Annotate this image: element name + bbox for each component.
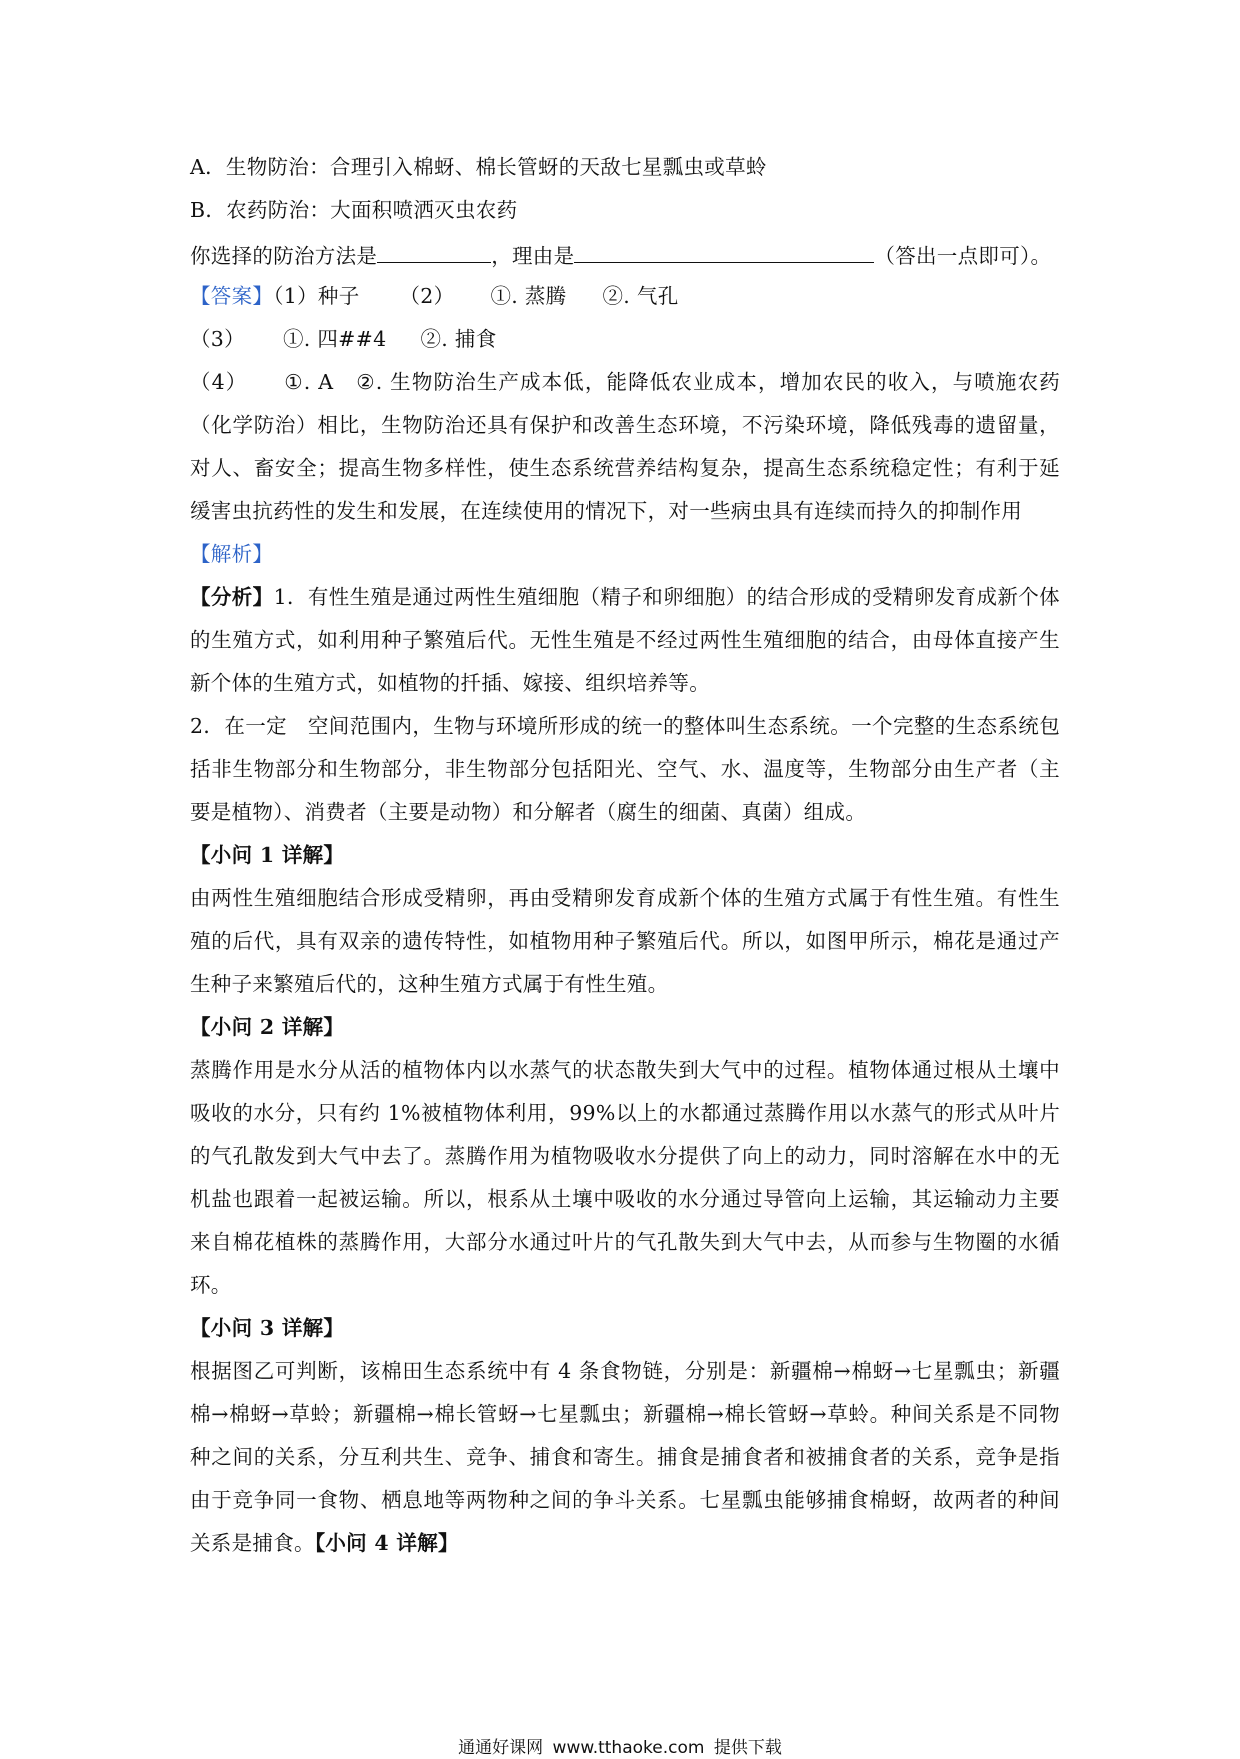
fenxi-label: 【分析】 <box>190 585 274 609</box>
reason-blank <box>574 232 874 263</box>
option-a: A．生物防治：合理引入棉蚜、棉长管蚜的天敌七星瓢虫或草蛉 <box>190 155 767 179</box>
answer-4 <box>190 361 1060 533</box>
fenxi-2: 2．在一定 空间范围内，生物与环境所形成的统一的整体叫生态系统。一个完整的生态系统包括非生物部分和生物部分，非生物部分包括阳光、空气、水、温度等，生物部分由生产者（主要是植物）、消费者（主要是动物）和分解者（腐生的细菌、真菌）组成。 <box>190 714 1060 824</box>
answer-4-label: （4） <box>190 370 248 394</box>
fenxi-1 <box>190 576 1060 705</box>
q4-title: 【小问 4 详解】 <box>314 1531 459 1555</box>
question-line <box>190 232 1060 275</box>
q3-text-body: 根据图乙可判断，该棉田生态系统中有 4 条食物链，分别是：新疆棉→棉蚜→七星瓢虫；新疆棉→棉蚜→草蛉；新疆棉→棉长管蚜→七星瓢虫；新疆棉→棉长管蚜→草蛉。种间关系是不同物种之间的关系，分互利共生、竞争、捕食和寄生。捕食是捕食者和被捕食者的关系，竞争是指由于竞争同一食物、栖息地等两物种之间的争斗关系。七星瓢虫能够捕食棉蚜，故两者的种间关系是捕食。 <box>190 1359 1060 1555</box>
document-page <box>190 146 1060 1565</box>
answer-4-2: ②. 生物防治生产成本低，能降低农业成本，增加农民的收入，与喷施农药（化学防治）相比，生物防治还具有保护和改善生态环境，不污染环境，降低残毒的遗留量，对人、畜安全；提高生物多样性，使生态系统营养结构复杂，提高生态系统稳定性；有利于延缓害虫抗药性的发生和发展，在连续使用的情况下，对一些病虫具有连续而持久的抑制作用 <box>190 370 1060 523</box>
answer-label: 【答案】 <box>190 284 274 308</box>
q2-title: 【小问 2 详解】 <box>190 1015 345 1039</box>
answer-line-1 <box>190 275 1060 318</box>
answer-2-1: ①. 蒸腾 <box>490 284 567 308</box>
q3-title: 【小问 3 详解】 <box>190 1316 345 1340</box>
q1-text: 由两性生殖细胞结合形成受精卵，再由受精卵发育成新个体的生殖方式属于有性生殖。有性生殖的后代，具有双亲的遗传特性，如植物用种子繁殖后代。所以，如图甲所示，棉花是通过产生种子来繁殖后代的，这种生殖方式属于有性生殖。 <box>190 886 1060 996</box>
option-b: B．农药防治：大面积喷洒灭虫农药 <box>190 198 518 222</box>
q2-text: 蒸腾作用是水分从活的植物体内以水蒸气的状态散失到大气中的过程。植物体通过根从土壤中吸收的水分，只有约 1%被植物体利用，99%以上的水都通过蒸腾作用以水蒸气的形式从叶片的气孔散发到大气中去了。蒸腾作用为植物吸收水分提供了向上的动力，同时溶解在水中的无机盐也跟着一起被运输。所以，根系从土壤中吸收的水分通过导管向上运输，其运输动力主要来自棉花植株的蒸腾作用，大部分水通过叶片的气孔散失到大气中去，从而参与生物圈的水循环。 <box>190 1058 1060 1297</box>
answer-2-label: （2） <box>399 284 455 308</box>
question-part1: 你选择的防治方法是 <box>190 244 378 268</box>
answer-3-2: ②. 捕食 <box>420 327 497 351</box>
footer: 通通好课网 www.tthaoke.com 提供下载 <box>458 1738 782 1758</box>
q1-title: 【小问 1 详解】 <box>190 843 345 867</box>
answer-line-3 <box>190 318 1060 361</box>
question-part2: ，理由是 <box>491 244 575 268</box>
answer-4-1: ①. A <box>283 370 334 394</box>
answer-3-1: ①. 四##4 <box>282 327 387 351</box>
question-part3: （答出一点即可）。 <box>874 244 1052 268</box>
method-blank <box>377 232 491 263</box>
fenxi-1-text: 1．有性生殖是通过两性生殖细胞（精子和卵细胞）的结合形成的受精卵发育成新个体的生殖方式，如利用种子繁殖后代。无性生殖是不经过两性生殖细胞的结合，由母体直接产生新个体的生殖方式，如植物的扦插、嫁接、组织培养等。 <box>190 585 1060 695</box>
answer-1: （1）种子 <box>273 284 360 308</box>
q3-text <box>190 1350 1060 1565</box>
answer-3-label: （3） <box>190 327 245 351</box>
analysis-label: 【解析】 <box>190 542 274 566</box>
answer-2-2: ②. 气孔 <box>602 284 679 308</box>
